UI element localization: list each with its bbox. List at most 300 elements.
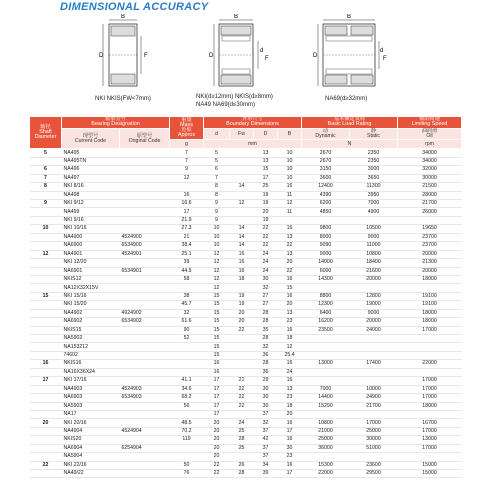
label-b: B	[120, 14, 126, 20]
cell-dynamic	[302, 335, 350, 343]
cell-current-code: NKI 10/16	[62, 225, 120, 233]
cell-current-code: NKIS16	[62, 360, 120, 368]
cell-shaft	[30, 394, 62, 402]
cell-dynamic: 14400	[302, 394, 350, 402]
cell-static	[350, 377, 398, 385]
cell-static: 3950	[350, 191, 398, 199]
figure-caption-2a: NKI(d≥12mm) NKIS(d≥8mm)	[196, 94, 273, 100]
cell-shaft	[30, 343, 62, 351]
cell-mass	[170, 410, 204, 418]
cell-original-code	[120, 436, 170, 444]
cell-static: 29500	[350, 470, 398, 478]
cell-shaft	[30, 385, 62, 393]
table-row	[30, 461, 462, 469]
cell-D: 36	[254, 351, 278, 359]
cell-shaft: 5	[30, 149, 62, 157]
cell-d: 9	[204, 216, 230, 224]
cell-current-code: NA499	[62, 208, 120, 216]
cell-D: 28	[254, 309, 278, 317]
cell-d: 12	[204, 250, 230, 258]
cell-fw: 22	[230, 402, 254, 410]
cell-D: 25	[254, 183, 278, 191]
cell-speed: 20000	[398, 267, 462, 275]
cell-D: 17	[254, 174, 278, 182]
cell-d: 20	[204, 436, 230, 444]
cell-original-code	[120, 157, 170, 165]
table-row	[30, 351, 462, 359]
label-d: d	[380, 48, 384, 54]
cell-B: 16	[278, 377, 302, 385]
cell-B: 11	[278, 208, 302, 216]
cell-D: 22	[254, 233, 278, 241]
cell-static: 11000	[350, 242, 398, 250]
cell-d: 20	[204, 427, 230, 435]
cell-original-code	[120, 470, 170, 478]
cell-D: 24	[254, 250, 278, 258]
cell-speed: 34000	[398, 149, 462, 157]
cell-static: 24000	[350, 326, 398, 334]
cell-static: 12800	[350, 292, 398, 300]
cell-d: 12	[204, 275, 230, 283]
cell-shaft: 17	[30, 377, 62, 385]
cell-current-code: NA6904	[62, 444, 120, 452]
cell-B: 18	[278, 402, 302, 410]
table-row	[30, 208, 462, 216]
cell-current-code: NKI 9/16	[62, 216, 120, 224]
cell-B: 13	[278, 385, 302, 393]
cell-static: 20000	[350, 275, 398, 283]
cell-B: 13	[278, 309, 302, 317]
cell-B: 16	[278, 183, 302, 191]
cell-speed: 18000	[398, 275, 462, 283]
cell-mass: 52	[170, 335, 204, 343]
cell-B: 12	[278, 343, 302, 351]
cell-dynamic: 3150	[302, 166, 350, 174]
header-shaft: 轴径 Shaft Diameter	[30, 117, 62, 149]
cell-original-code	[120, 149, 170, 157]
cell-fw: 22	[230, 394, 254, 402]
table-body	[30, 149, 462, 478]
cell-mass: 70.2	[170, 427, 204, 435]
cell-speed: 21700	[398, 200, 462, 208]
cell-static: 10500	[350, 225, 398, 233]
cell-B: 24	[278, 368, 302, 376]
cell-shaft	[30, 284, 62, 292]
cell-original-code	[120, 200, 170, 208]
cell-D: 37	[254, 410, 278, 418]
cell-speed: 13000	[398, 436, 462, 444]
cell-original-code	[120, 191, 170, 199]
header-dynamic: 动 Dynamic	[302, 129, 350, 140]
cell-current-code: NA5902	[62, 335, 120, 343]
cell-shaft	[30, 242, 62, 250]
cell-current-code: NA4901	[62, 250, 120, 258]
cell-dynamic: 25000	[302, 436, 350, 444]
cell-fw: 14	[230, 225, 254, 233]
cell-D: 19	[254, 200, 278, 208]
cell-dynamic: 36000	[302, 444, 350, 452]
cell-fw	[230, 216, 254, 224]
cell-mass: 41.1	[170, 377, 204, 385]
header-boundary: 外形尺寸 Boundary Dimensions	[204, 117, 302, 129]
cell-shaft	[30, 318, 62, 326]
cell-static: 7000	[350, 200, 398, 208]
bearing-spec-table	[29, 116, 462, 478]
cell-dynamic: 14300	[302, 275, 350, 283]
cell-speed	[398, 453, 462, 461]
cell-fw: 20	[230, 318, 254, 326]
header-speed: 极限转速 Limiting Speed	[398, 117, 462, 129]
cell-dynamic: 21000	[302, 427, 350, 435]
cell-static: 21600	[350, 267, 398, 275]
cell-shaft	[30, 453, 62, 461]
cell-current-code: NA6901	[62, 267, 120, 275]
cell-shaft	[30, 267, 62, 275]
table-row	[30, 149, 462, 157]
table-row	[30, 183, 462, 191]
header-boundary-unit: mm	[204, 140, 302, 149]
cell-original-code	[120, 259, 170, 267]
cell-original-code	[120, 292, 170, 300]
cell-fw: 19	[230, 301, 254, 309]
cell-original-code	[120, 166, 170, 174]
cell-B: 20	[278, 301, 302, 309]
cell-D: 19	[254, 216, 278, 224]
cell-speed: 18000	[398, 318, 462, 326]
cell-static	[350, 335, 398, 343]
cell-dynamic: 15290	[302, 402, 350, 410]
cell-dynamic: 4390	[302, 191, 350, 199]
cell-B: 10	[278, 157, 302, 165]
table-row	[30, 318, 462, 326]
cell-original-code	[120, 343, 170, 351]
cell-d: 22	[204, 461, 230, 469]
cell-static: 9000	[350, 309, 398, 317]
cell-B: 17	[278, 427, 302, 435]
cell-shaft: 15	[30, 292, 62, 300]
cell-original-code: 6534903	[120, 394, 170, 402]
cell-d: 12	[204, 284, 230, 292]
cell-B: 13	[278, 233, 302, 241]
cell-fw: 25	[230, 444, 254, 452]
cell-fw: 16	[230, 267, 254, 275]
cell-shaft: 8	[30, 183, 62, 191]
table-row	[30, 250, 462, 258]
cell-dynamic	[302, 343, 350, 351]
cell-current-code: NA12X32X15V	[62, 284, 120, 292]
header-static: 静 Static	[350, 129, 398, 140]
cell-shaft: 12	[30, 250, 62, 258]
cell-fw: 12	[230, 200, 254, 208]
cell-shaft: 6	[30, 166, 62, 174]
cell-current-code: NA4903	[62, 385, 120, 393]
cell-B: 13	[278, 250, 302, 258]
cell-fw	[230, 368, 254, 376]
cell-original-code: 4524900	[120, 233, 170, 241]
cell-dynamic: 9090	[302, 242, 350, 250]
figure-caption-1: NKI NKIS(FW<7mm)	[95, 96, 151, 102]
cell-shaft	[30, 233, 62, 241]
cell-d: 5	[204, 149, 230, 157]
cell-static: 18400	[350, 259, 398, 267]
cell-mass: 27.3	[170, 225, 204, 233]
cell-static	[350, 343, 398, 351]
cell-shaft	[30, 191, 62, 199]
cell-dynamic: 4850	[302, 208, 350, 216]
cell-B: 16	[278, 419, 302, 427]
cell-D: 13	[254, 157, 278, 165]
cell-dynamic: 22000	[302, 470, 350, 478]
header-mass: 重量 Mass 近似 Approx	[170, 117, 204, 140]
cell-mass: 16	[170, 191, 204, 199]
table-row	[30, 444, 462, 452]
cell-B: 16	[278, 436, 302, 444]
cell-B: 12	[278, 200, 302, 208]
cell-original-code	[120, 377, 170, 385]
cell-static	[350, 410, 398, 418]
cell-dynamic: 9800	[302, 225, 350, 233]
cell-dynamic: 8000	[302, 233, 350, 241]
cell-current-code: NA5904	[62, 453, 120, 461]
table-row	[30, 200, 462, 208]
cell-dynamic: 8800	[302, 292, 350, 300]
cell-fw: 21	[230, 377, 254, 385]
cell-D: 35	[254, 326, 278, 334]
cell-dynamic	[302, 216, 350, 224]
cell-dynamic: 23500	[302, 326, 350, 334]
cell-d: 20	[204, 453, 230, 461]
cell-dynamic: 6200	[302, 200, 350, 208]
table-row	[30, 419, 462, 427]
cell-static: 24900	[350, 394, 398, 402]
cell-shaft	[30, 436, 62, 444]
cell-mass: 7	[170, 157, 204, 165]
cell-speed	[398, 343, 462, 351]
cell-B: 30	[278, 444, 302, 452]
cell-speed	[398, 410, 462, 418]
cell-B: 20	[278, 259, 302, 267]
cell-original-code	[120, 208, 170, 216]
cell-mass: 12	[170, 174, 204, 182]
cell-d: 17	[204, 385, 230, 393]
cell-B: 23	[278, 394, 302, 402]
cell-fw	[230, 157, 254, 165]
cell-dynamic: 10800	[302, 419, 350, 427]
cell-original-code	[120, 419, 170, 427]
cell-speed: 20000	[398, 250, 462, 258]
table-row	[30, 470, 462, 478]
cell-static: 51000	[350, 444, 398, 452]
cell-fw	[230, 208, 254, 216]
cell-mass: 39	[170, 259, 204, 267]
cell-D: 28	[254, 335, 278, 343]
cell-speed: 26000	[398, 208, 462, 216]
cell-static: 20000	[350, 318, 398, 326]
cell-D: 27	[254, 292, 278, 300]
cell-speed: 30000	[398, 174, 462, 182]
cell-speed: 21300	[398, 259, 462, 267]
cell-current-code: NA495	[62, 149, 120, 157]
label-D: D	[313, 53, 318, 59]
cell-dynamic	[302, 284, 350, 292]
cell-mass: 68.2	[170, 394, 204, 402]
cell-fw	[230, 284, 254, 292]
label-F: F	[383, 56, 387, 62]
cell-mass: 9	[170, 166, 204, 174]
header-oil: 油润滑 Oil	[398, 129, 462, 140]
cell-shaft	[30, 427, 62, 435]
cell-dynamic	[302, 377, 350, 385]
cell-static	[350, 351, 398, 359]
cell-mass	[170, 444, 204, 452]
cell-dynamic	[302, 410, 350, 418]
cell-speed: 23700	[398, 242, 462, 250]
cell-shaft	[30, 259, 62, 267]
cell-d: 22	[204, 470, 230, 478]
cell-mass	[170, 453, 204, 461]
cell-current-code: NKI 9/12	[62, 200, 120, 208]
cell-current-code: NA49/22	[62, 470, 120, 478]
header-col-B: B	[278, 129, 302, 140]
cell-mass	[170, 284, 204, 292]
header-col-D: D	[254, 129, 278, 140]
cell-fw	[230, 351, 254, 359]
cell-current-code: 74602	[62, 351, 120, 359]
cell-d: 17	[204, 394, 230, 402]
table-row	[30, 377, 462, 385]
cell-d: 17	[204, 377, 230, 385]
cell-dynamic: 9000	[302, 250, 350, 258]
cell-original-code	[120, 284, 170, 292]
cell-B: 10	[278, 149, 302, 157]
cell-current-code: NA6902	[62, 318, 120, 326]
cell-shaft	[30, 301, 62, 309]
cell-D: 24	[254, 259, 278, 267]
cell-static: 30000	[350, 436, 398, 444]
cell-mass: 17	[170, 208, 204, 216]
cell-B: 23	[278, 318, 302, 326]
cell-d: 15	[204, 335, 230, 343]
cell-current-code: NA497	[62, 174, 120, 182]
cell-D: 32	[254, 343, 278, 351]
table-row	[30, 309, 462, 317]
header-original-code: 原型号 Original Code	[120, 129, 170, 149]
cell-B: 17	[278, 470, 302, 478]
table-row	[30, 233, 462, 241]
cell-shaft	[30, 351, 62, 359]
cell-current-code: NA153212	[62, 343, 120, 351]
table-row	[30, 225, 462, 233]
label-b: B	[346, 14, 352, 20]
table-row	[30, 368, 462, 376]
cell-B: 25.4	[278, 351, 302, 359]
cell-mass: 45.7	[170, 301, 204, 309]
cell-speed: 17000	[398, 326, 462, 334]
label-D: D	[209, 53, 214, 59]
label-D: D	[99, 53, 104, 59]
cell-mass: 7	[170, 149, 204, 157]
cell-d: 20	[204, 419, 230, 427]
cell-D: 37	[254, 453, 278, 461]
cell-fw: 18	[230, 275, 254, 283]
figure-caption-2b: NA49 NA69(d≤30mm)	[196, 102, 255, 108]
table-row	[30, 402, 462, 410]
table-row	[30, 453, 462, 461]
cell-fw: 20	[230, 309, 254, 317]
cell-current-code: NKIS20	[62, 436, 120, 444]
cell-speed: 19100	[398, 301, 462, 309]
cell-D: 37	[254, 427, 278, 435]
cell-current-code: NA498	[62, 191, 120, 199]
cell-d: 15	[204, 318, 230, 326]
cell-shaft	[30, 402, 62, 410]
cell-fw: 19	[230, 292, 254, 300]
cell-B: 22	[278, 267, 302, 275]
cell-B: 23	[278, 453, 302, 461]
cell-original-code	[120, 275, 170, 283]
cell-static: 10800	[350, 250, 398, 258]
cell-static: 17400	[350, 360, 398, 368]
table-row	[30, 436, 462, 444]
cell-static: 21700	[350, 402, 398, 410]
cell-d: 12	[204, 259, 230, 267]
cell-D: 22	[254, 225, 278, 233]
cell-original-code	[120, 461, 170, 469]
header-designation: 轴承型号 Bearing Designation	[62, 117, 170, 129]
cell-speed: 22000	[398, 360, 462, 368]
cell-mass: 32	[170, 309, 204, 317]
header-col-fw: Fw	[230, 129, 254, 140]
cell-original-code: 4524904	[120, 427, 170, 435]
cell-speed: 17000	[398, 385, 462, 393]
cell-D: 13	[254, 149, 278, 157]
cell-shaft	[30, 208, 62, 216]
cell-shaft	[30, 335, 62, 343]
cell-fw	[230, 453, 254, 461]
cell-fw: 25	[230, 427, 254, 435]
cell-current-code: NA4902	[62, 309, 120, 317]
cell-static	[350, 216, 398, 224]
table-row	[30, 360, 462, 368]
cell-mass: 50	[170, 461, 204, 469]
cell-fw: 16	[230, 250, 254, 258]
cell-original-code	[120, 216, 170, 224]
cell-mass: 21.9	[170, 216, 204, 224]
cell-static: 11300	[350, 183, 398, 191]
cell-static: 4900	[350, 208, 398, 216]
cell-B: 16	[278, 225, 302, 233]
page-title: DIMENSIONAL ACCURACY	[60, 1, 209, 13]
cell-dynamic: 2670	[302, 149, 350, 157]
cell-dynamic: 14000	[302, 259, 350, 267]
cell-original-code: 4524901	[120, 250, 170, 258]
cell-speed	[398, 351, 462, 359]
cell-current-code: NA16X36X24	[62, 368, 120, 376]
cell-speed: 19650	[398, 225, 462, 233]
cell-speed	[398, 335, 462, 343]
cell-B: 11	[278, 191, 302, 199]
cell-original-code	[120, 402, 170, 410]
cell-static: 2350	[350, 149, 398, 157]
cell-original-code	[120, 326, 170, 334]
cell-current-code: NKI 17/16	[62, 377, 120, 385]
cell-d: 10	[204, 242, 230, 250]
cell-B: 22	[278, 242, 302, 250]
cell-original-code	[120, 183, 170, 191]
cell-current-code: NKI 8/16	[62, 183, 120, 191]
cell-d: 8	[204, 183, 230, 191]
cell-D: 32	[254, 419, 278, 427]
